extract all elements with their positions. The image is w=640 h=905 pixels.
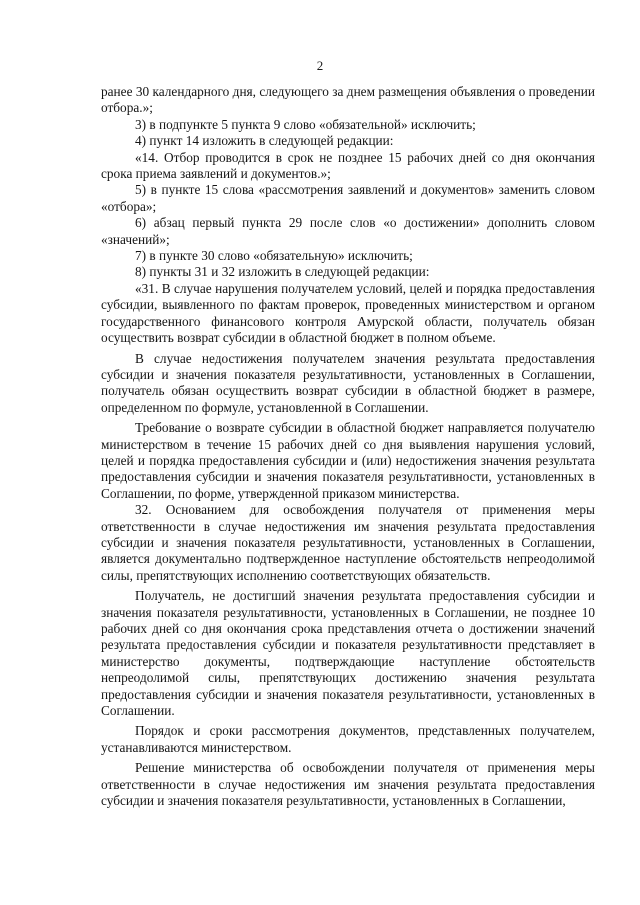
paragraph-item-8: 8) пункты 31 и 32 изложить в следующей редакции: (135, 264, 430, 280)
paragraph-item-6: 6) абзац первый пункта 29 после слов «о достижении» дополнить словом «значений»; (101, 215, 595, 247)
document-body (101, 84, 595, 809)
paragraph-clause-31: «31. В случае нарушения получателем условий, целей и порядка предоставления субсидии, выявленного по фактам проверок, проведенных министерством и органом государственного финансового контроля Амурской области, получатель обязан осуществить возврат субсидии в областной бюджет в полном объеме. (101, 280, 595, 346)
paragraph-item-5: 5) в пункте 15 слова «рассмотрения заявлений и документов» заменить словом «отбора»; (101, 182, 595, 214)
paragraph-clause-31-part-3: Требование о возврате субсидии в областной бюджет направляется получателю министерством в течение 15 рабочих дней со дня выявления нарушения условий, целей и порядка предоставления субсидии и (или) недостижения значения результата предоставления субсидии и значения показателя результативности, установленных в Соглашении, по форме, утвержденной приказом министерства. (101, 420, 595, 501)
paragraph-item-7: 7) в пункте 30 слово «обязательную» исключить; (135, 248, 413, 264)
paragraph-clause-31-part-2: В случае недостижения получателем значения результата предоставления субсидии и значения показателя результативности, установленных в Соглашении, получатель обязан осуществить возврат субсидии в областной бюджет в размере, определенном по формуле, установленной в Соглашении. (101, 350, 595, 415)
paragraph-item-3: 3) в подпункте 5 пункта 9 слово «обязательной» исключить; (135, 116, 476, 132)
page-number: 2 (316, 58, 324, 73)
paragraph-clause-32-part-3: Порядок и сроки рассмотрения документов, представленных получателем, устанавливаются министерством. (101, 723, 595, 755)
paragraph-item-4: 4) пункт 14 изложить в следующей редакции: (135, 133, 394, 149)
paragraph-clause-32: 32. Основанием для освобождения получателя от применения меры ответственности в случае недостижения им значения результата предоставления субсидии и значения показателя результативности, установленных в Соглашении, является документально подтвержденное наступление обстоятельств непреодолимой силы, препятствующих исполнению соответствующих обязательств. (101, 502, 595, 583)
paragraph-clause-32-part-2: Получатель, не достигший значения результата предоставления субсидии и значения показателя результативности, установленных в Соглашении, не позднее 10 рабочих дней со дня окончания срока представления отчета о достижении значений результата предоставления субсидии и показателя результативности представляет в министерство документы, подтверждающие наступление обстоятельств непреодолимой силы, препятствующих достижению значения результата предоставления субсидии и значения показателя результативности, установленных в Соглашении. (101, 588, 595, 719)
paragraph-clause-32-part-4: Решение министерства об освобождении получателя от применения меры ответственности в случае недостижения им значения результата предоставления субсидии и значения показателя результативности, установленных в Соглашении, (101, 760, 595, 809)
paragraph-quote-14: «14. Отбор проводится в срок не позднее 15 рабочих дней со дня окончания срока приема заявлений и документов.»; (101, 149, 595, 182)
paragraph-continuation: ранее 30 календарного дня, следующего за днем размещения объявления о проведении отбора.»; (101, 84, 595, 116)
